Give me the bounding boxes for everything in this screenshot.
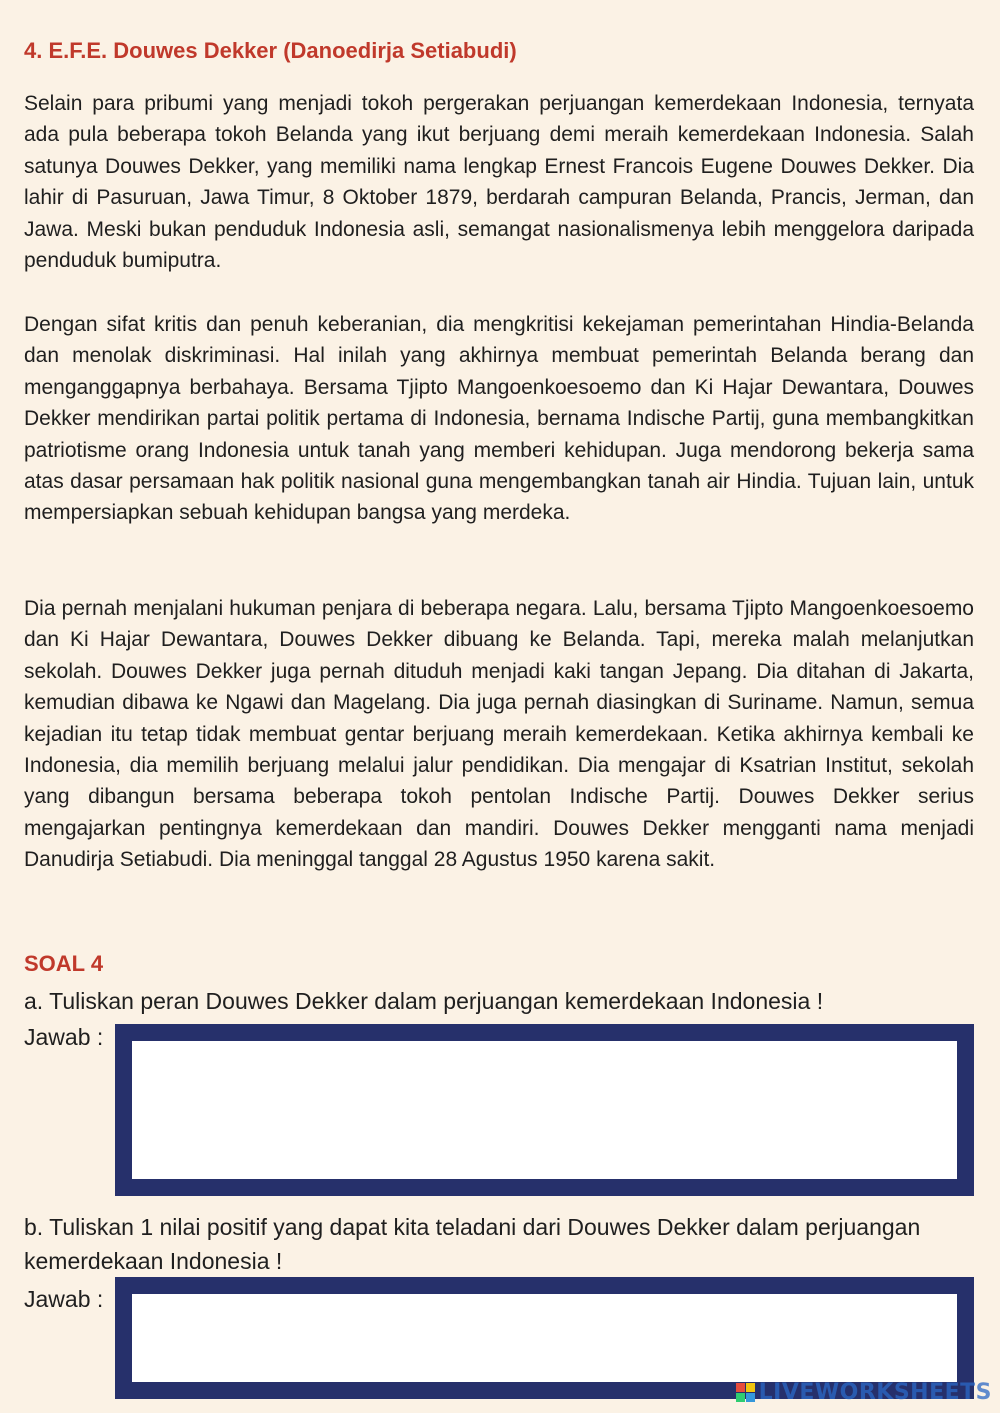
- paragraph-3: Dia pernah menjalani hukuman penjara di beberapa negara. Lalu, bersama Tjipto Mangoenkoesoemo dan Ki Hajar Dewantara, Douwes Dekker dibuang ke Belanda. Tapi, mereka malah melanjutkan sekolah. Douwes Dekker juga pernah dituduh menjadi kaki tangan Jepang. Dia ditahan di Jakarta, kemudian dibawa ke Ngawi dan Magelang. Dia juga pernah diasingkan di Suriname. Namun, semua kejadian itu tetap tidak membuat gentar berjuang meraih kemerdekaan. Ketika akhirnya kembali ke Indonesia, dia memilih berjuang melalui jalur pendidikan. Dia mengajar di Ksatrian Institut, sekolah yang dibangun bersama beberapa tokoh pentolan Indische Partij. Douwes Dekker serius mengajarkan pentingnya kemerdekaan dan mandiri. Douwes Dekker mengganti nama menjadi Danudirja Setiabudi. Dia meninggal tanggal 28 Agustus 1950 karena sakit.: [24, 597, 974, 872]
- section-heading: 4. E.F.E. Douwes Dekker (Danoedirja Setiabudi): [24, 38, 517, 63]
- question-a: a. Tuliskan peran Douwes Dekker dalam perjuangan kemerdekaan Indonesia !: [24, 988, 824, 1014]
- answer-label-a: Jawab :: [24, 1024, 104, 1050]
- watermark-text: LIVEWORKSHEETS: [758, 1380, 992, 1405]
- liveworksheets-logo-icon: [736, 1383, 755, 1402]
- paragraph-2: Dengan sifat kritis dan penuh keberanian, dia mengkritisi kekejaman pemerintahan Hindia-Belanda dan menolak diskriminasi. Hal inilah yang akhirnya membuat pemerintah Belanda berang dan menganggapnya berbahaya. Bersama Tjipto Mangoenkoesoemo dan Ki Hajar Dewantara, Douwes Dekker mendirikan partai politik pertama di Indonesia, bernama Indische Partij, guna membangkitkan patriotisme orang Indonesia untuk tanah yang memberi kehidupan. Juga mendorong bekerja sama atas dasar persamaan hak politik nasional guna mengembangkan tanah air Hindia. Tujuan lain, untuk mempersiapkan sebuah kehidupan bangsa yang merdeka.: [24, 313, 974, 525]
- answer-label-b: Jawab :: [24, 1286, 104, 1312]
- question-b: b. Tuliskan 1 nilai positif yang dapat kita teladani dari Douwes Dekker dalam perjuangan kemerdekaan Indonesia !: [24, 1214, 921, 1274]
- quiz-title: SOAL 4: [24, 951, 104, 976]
- watermark: [736, 1380, 992, 1405]
- answer-box-a[interactable]: [115, 1024, 974, 1196]
- paragraph-1: Selain para pribumi yang menjadi tokoh pergerakan perjuangan kemerdekaan Indonesia, ternyata ada pula beberapa tokoh Belanda yang ikut berjuang demi meraih kemerdekaan Indonesia. Salah satunya Douwes Dekker, yang memiliki nama lengkap Ernest Francois Eugene Douwes Dekker. Dia lahir di Pasuruan, Jawa Timur, 8 Oktober 1879, berdarah campuran Belanda, Prancis, Jerman, dan Jawa. Meski bukan penduduk Indonesia asli, semangat nasionalismenya lebih menggelora daripada penduduk bumiputra.: [24, 92, 974, 273]
